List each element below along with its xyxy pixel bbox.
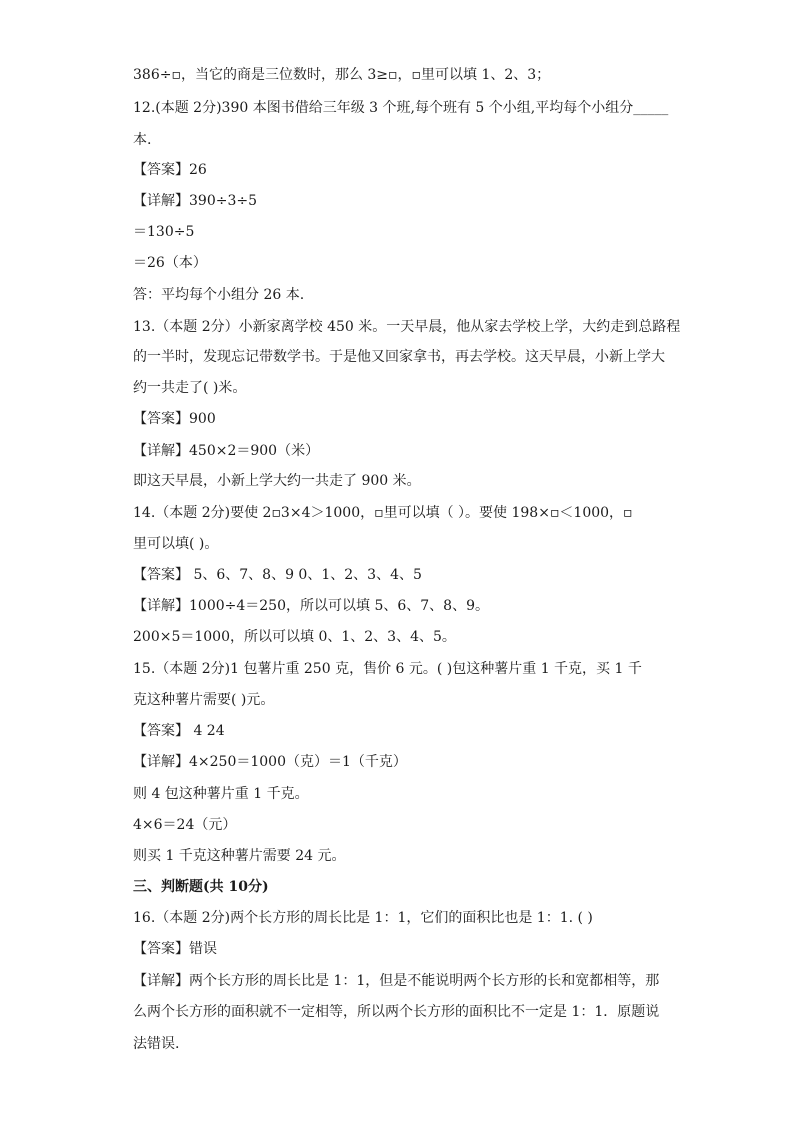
text-line-q15-cont: 克这种薯片需要( )元。 [133,692,275,708]
explanation-q16: 【详解】两个长方形的周长比是 1：1，但是不能说明两个长方形的长和宽都相等，那 [133,973,660,989]
explanation-q15-step2: 则 4 包这种薯片重 1 千克。 [133,786,309,802]
answer-q15: 【答案】 4 24 [133,723,225,739]
text-line-q13-cont2: 约一共走了( )米。 [133,380,247,396]
text-line-q12-cont: 本. [133,132,152,148]
explanation-q14: 【详解】1000÷4＝250，所以可以填 5、6、7、8、9。 [133,598,489,614]
text-line-q14: 14.（本题 2分)要使 2▫3×4＞1000，▫里可以填（ ）。要使 198×▫＜1000，▫ [133,505,633,521]
explanation-q16-cont: 么两个长方形的面积就不一定相等，所以两个长方形的面积比不一定是 1：1．原题说 [133,1004,660,1020]
explanation-q15-step3: 4×6＝24（元） [133,817,237,833]
explanation-q14-cont: 200×5＝1000，所以可以填 0、1、2、3、4、5。 [133,629,456,645]
text-line-q14-cont: 里可以填( )。 [133,536,219,552]
answer-q12: 【答案】26 [133,162,207,178]
answer-q13: 【答案】900 [133,411,216,427]
text-line-q11-tail: 386÷▫，当它的商是三位数时，那么 3≥▫，▫里可以填 1、2、3； [133,67,551,83]
text-line-q13-cont: 的一半时，发现忘记带数学书。于是他又回家拿书，再去学校。这天早晨，小新上学大 [133,349,665,365]
section-heading-judgment: 三、判断题(共 10分) [133,879,269,895]
explanation-q12-conclusion: 答：平均每个小组分 26 本. [133,287,305,303]
text-line-q15: 15.（本题 2分)1 包薯片重 250 克，售价 6 元。( )包这种薯片重 1 千克，买 1 千 [133,661,642,677]
answer-q14: 【答案】 5、6、7、8、9 0、1、2、3、4、5 [133,567,422,583]
explanation-q15: 【详解】4×250＝1000（克）＝1（千克） [133,754,407,770]
explanation-q15-conclusion: 则买 1 千克这种薯片需要 24 元。 [133,848,346,864]
text-line-q16: 16.（本题 2分)两个长方形的周长比是 1：1，它们的面积比也是 1：1. ( ) [133,910,593,926]
explanation-q12-step3: ＝26（本） [133,255,207,271]
explanation-q12-step2: ＝130÷5 [133,224,195,240]
explanation-q13-conclusion: 即这天早晨，小新上学大约一共走了 900 米。 [133,473,421,489]
text-line-q13: 13.（本题 2分）小新家离学校 450 米。一天早晨，他从家去学校上学，大约走到总路程 [133,319,681,335]
answer-q16: 【答案】错误 [133,941,217,957]
explanation-q13: 【详解】450×2＝900（米） [133,443,320,459]
explanation-q12: 【详解】390÷3÷5 [133,193,257,209]
explanation-q16-cont2: 法错误. [133,1036,180,1052]
text-line-q12: 12.(本题 2分)390 本图书借给三年级 3 个班,每个班有 5 个小组,平均每个小组分_____ [133,100,669,116]
